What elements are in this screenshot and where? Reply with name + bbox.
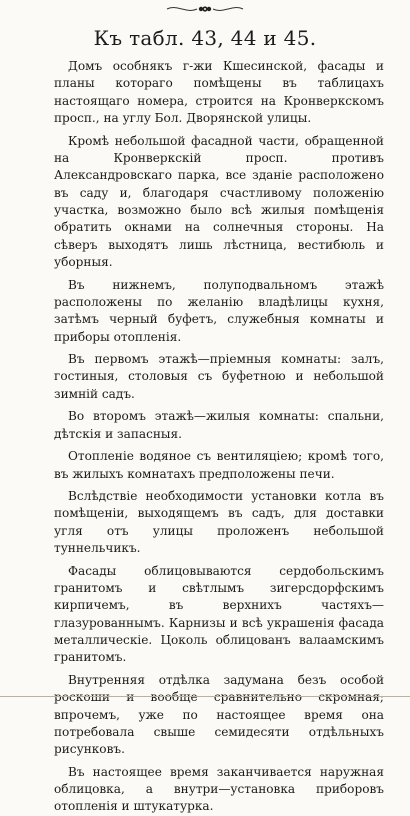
paragraph: Во второмъ этажѣ—жилыя комнаты: спальни, дѣтскія и запасныя. <box>54 409 384 441</box>
paragraph: Въ нижнемъ, полуподвальномъ этажѣ расположены по желанію владѣлицы кухня, затѣмъ черный буфетъ, служебныя комнаты и приборы отопленія. <box>54 277 384 344</box>
decorative-divider-icon <box>165 2 245 16</box>
paragraph: Отопленіе водяное съ вентиляціею; кромѣ того, въ жилыхъ комнатахъ предположены печи. <box>54 449 384 481</box>
paragraph: Домъ особнякъ г-жи Кшесинской, фасады и планы котораго помѣщены въ таблицахъ настоящаго номера, строится на Кронверкскомъ просп., на углу Бол. Дворянской улицы. <box>54 59 384 126</box>
paragraph: Вслѣдствіе необходимости установки котла въ помѣщеніи, выходящемъ въ садъ, для доставки угля отъ улицы проложенъ небольшой туннельчикъ. <box>54 489 384 556</box>
page-bottom-rule <box>0 696 410 697</box>
body-text <box>54 58 384 816</box>
paragraph: Фасады облицовываются сердобольскимъ гранитомъ и свѣтлымъ зигерсдорфскимъ кирпичемъ, въ верхнихъ частяхъ—глазурованнымъ. Карнизы и всѣ украшенія фасада металлическіе. Цоколь облицованъ валаамскимъ гранитомъ. <box>54 563 384 665</box>
page-title: Къ табл. 43, 44 и 45. <box>93 26 317 50</box>
paragraph: Внутренняя отдѣлка задумана безъ особой роскоши и вообще сравнительно скромная; впрочемъ, уже по настоящее время она потребовала свыше семидесяти отдѣльныхъ рисунковъ. <box>54 672 384 757</box>
paragraph: Въ настоящее время заканчивается наружная облицовка, а внутри—установка приборовъ отопленія и штукатурка. <box>54 764 384 814</box>
paragraph: Кромѣ небольшой фасадной части, обращенной на Кронверкскій просп. противъ Александровскаго парка, все зданіе расположено въ саду и, благодаря счастливому положенію участка, возможно было всѣ жилыя помѣщенія обратить окнами на солнечныя стороны. На сѣверъ выходятъ лишь лѣстница, вестибюль и уборныя. <box>54 133 384 269</box>
paragraph: Въ первомъ этажѣ—пріемныя комнаты: залъ, гостиныя, столовыя съ буфетною и небольшой зимній садъ. <box>54 352 384 401</box>
